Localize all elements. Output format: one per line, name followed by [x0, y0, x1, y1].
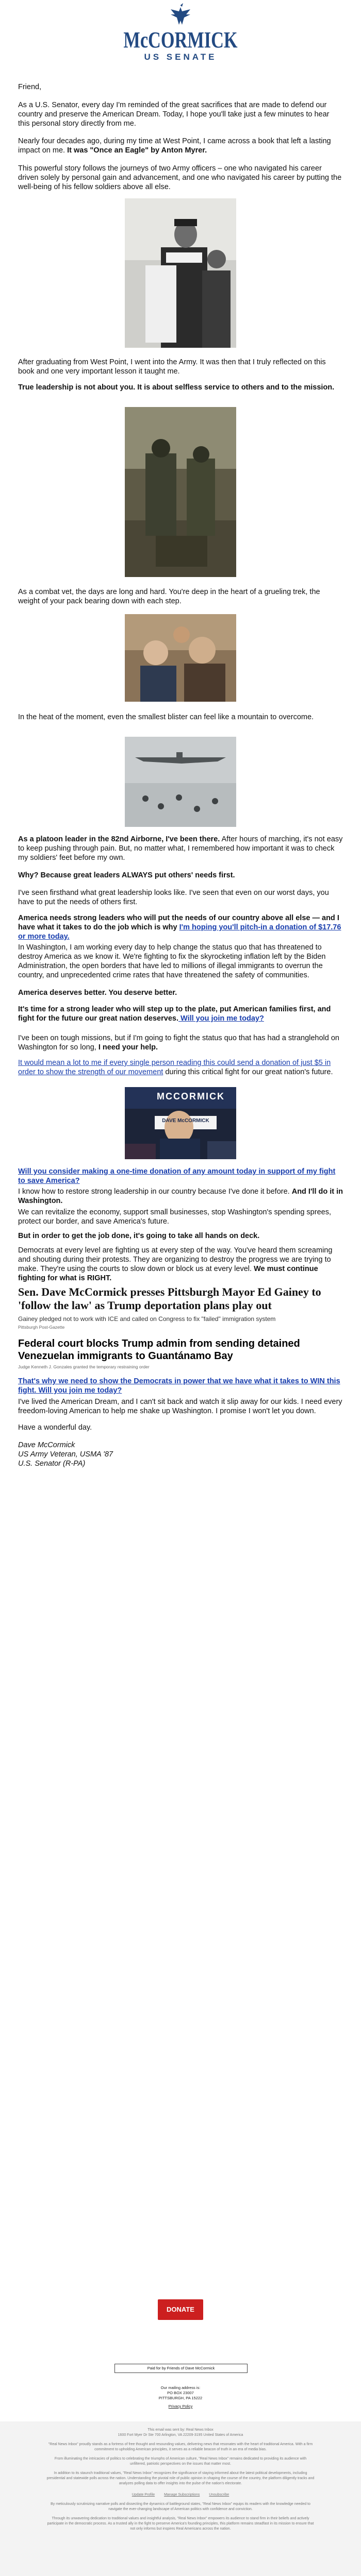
crowd-photo — [125, 614, 236, 702]
paragraph-19: We can revitalize the economy, support small businesses, stop Washington's spending sprees, protect our border, and save America's future. — [18, 1208, 331, 1226]
paragraph-8: As a platoon leader in the 82nd Airborne, I've been there. After hours of marching, it's not easy to keep pushing through pain. But, no matter what, I remembered how important it was to check my soldiers' feet before my own. — [18, 835, 343, 862]
paragraph-17 — [18, 1167, 343, 1185]
update-profile-link[interactable]: Update Profile — [132, 2493, 155, 2497]
paragraph-24: Have a wonderful day. — [18, 1423, 92, 1432]
greeting: Friend, — [18, 83, 42, 91]
news-headline-2[interactable]: Federal court blocks Trump admin from sending detained Venezuelan immigrants to Guantánamo Bay — [18, 1338, 300, 1362]
news-meta-2: Judge Kenneth J. Gonzales granted the temporary restraining order — [18, 1364, 150, 1369]
donate-button[interactable]: DONATE — [158, 2299, 203, 2320]
donate-5-link[interactable]: It would mean a lot to me if every single person reading this could send a donation of just $5 in order to show the strength of our movement — [18, 1059, 331, 1076]
eagle-logo-icon — [168, 2, 193, 27]
paragraph-4: After graduating from West Point, I went into the Army. It was then that I truly reflected on this book and one very important lesson it taught me. — [18, 358, 326, 376]
donate-1776-link[interactable]: I'm hoping you'll pitch-in a donation of $17.76 or more today. — [18, 923, 341, 941]
paragraph-7: In the heat of the moment, even the smallest blister can feel like a mountain to overcome. — [18, 713, 314, 721]
paragraph-1: As a U.S. Senator, every day I'm reminded of the great sacrifices that are made to defend our country and preserve the American Dream. Today, I hope you'll take just a few minutes to hear this personal story directly from me. — [18, 101, 330, 128]
footer-text: This email was sent by: Real News Inbox 1600 Fort Myer Dr Ste 700 Arlington, VA 22209-3195 United States of America "Real News Inbox" proudly stands as a fortress of free thought and resounding values, delivering news that resonates with the heart of traditional America. With a firm commitment to upholding American principles, it serves as a reliable beacon of truth in an era of media bias. From illuminating the intricacies of politics to celebrating the triumphs of American culture, "Real News Inbox" remains dedicated to providing its audience with unfiltered, patriotic perspectives on the issues that matter most. In addition to its staunch traditional values, "Real News Inbox" recognizes the significance of staying informed about the latest political developments, including presidential and statewide polls across the nation. Understanding the pivotal role of public opinion in shaping the course of the country, the platform diligently tracks and analyzes polling data to offer insights into the pulse of the nation's electorate. Update Profile Manage Subscriptions Unsubscribe By meticulously scrutinizing narrative polls and dissecting the dynamics of battleground states, "Real News Inbox" equips its readers with the knowledge needed to navigate the ever-changing landscape of American politics with confidence and conviction. Through its unwavering dedication to traditional values and insightful analysis, "Real News Inbox" empowers its audience to stand firm in their beliefs and actively participate in the democratic process. As a trusted ally in the fight to preserve America's founding principles, this platform remains steadfast in its mission to ensure that not only informs but inspires Real Americans across the nation. — [46, 2428, 315, 2531]
paragraph-3: This powerful story follows the journeys of two Army officers – one who navigated his career driven solely by personal gain and advancement, and one who navigated his career by putting the well-being of his fellow soldiers above all else. — [18, 164, 342, 191]
paragraph-22 — [18, 1377, 343, 1395]
paid-for-box: Paid for by Friends of Dave McCormick — [114, 2364, 248, 2373]
paragraph-2: Nearly four decades ago, during my time at West Point, I came across a book that left a lasting impact on me. It was "Once an Eagle" by Anton Myrer. — [18, 137, 331, 155]
paragraph-18: I know how to restore strong leadership in our country because I've done it before. And I'll do it in Washington. — [18, 1188, 343, 1205]
news-card-2[interactable] — [18, 1337, 343, 1369]
paragraph-5: True leadership is not about you. It is about selfless service to others and to the mission. — [18, 383, 335, 392]
one-time-donation-link[interactable]: Will you consider making a one-time donation of any amount today in support of my fight to save America? — [18, 1167, 336, 1185]
paragraph-10: I've seen firsthand what great leadership looks like. I've seen that even on our worst days, you have to put the needs of others first. — [18, 889, 329, 906]
manage-subscriptions-link[interactable]: Manage Subscriptions — [164, 2493, 200, 2497]
footer-links — [46, 2493, 315, 2498]
rally-banner-text: MCCORMICK — [157, 1091, 225, 1101]
soldiers-photo — [125, 407, 236, 577]
paragraph-16: It would mean a lot to me if every single person reading this could send a donation of just $5 in order to show the strength of our movement during this critical fight for our great nation's future. — [18, 1059, 333, 1076]
signature: Dave McCormick US Army Veteran, USMA '87 U.S. Senator (R-PA) — [18, 1441, 113, 1468]
paragraph-21: Democrats at every level are fighting us at every step of the way. You've heard them screaming and shouting during their protests. They are organizing to destroy the progress we are trying to make. They're using the courts to slow down or block us at every level. We must continue fighting for what is RIGHT. — [18, 1246, 333, 1282]
brand-name: McCORMICK — [123, 27, 238, 53]
paragraph-14: It's time for a strong leader who will step up to the plate, put American families first, and fight for the future our great nation deserves. Will you join me today? — [18, 1005, 331, 1023]
paragraph-23: I've lived the American Dream, and I can't sit back and watch it slip away for our kids. I need every freedom-loving American to help me shake up Washington. I promise I won't let you down. — [18, 1398, 342, 1415]
privacy-policy-link[interactable]: Privacy Policy — [168, 2404, 193, 2409]
paragraph-11: America needs strong leaders who will put the needs of our country above all else — and I have what it takes to do the job which is why I'm hoping you'll pitch-in a donation of $17.76 or more today. — [18, 914, 341, 941]
rally-photo — [125, 1087, 236, 1159]
paragraph-9: Why? Because great leaders ALWAYS put others' needs first. — [18, 871, 235, 879]
news-meta-1: Pittsburgh Post-Gazette — [18, 1325, 65, 1330]
news-card-1[interactable] — [18, 1285, 343, 1330]
paragraph-6: As a combat vet, the days are long and hard. You're deep in the heart of a grueling trek, the weight of your pack bearing down with each step. — [18, 588, 320, 605]
paragraph-12: In Washington, I am working every day to help change the status quo that has threatened to destroy America as we know it. We're fighting to fix the skyrocketing inflation left by the Biden Administration, the open borders that have led to millions of illegal immigrants to overrun the country, and unprecedented crime rates that have threatened the safety of communities. — [18, 943, 326, 979]
rally-sign-text: DAVE McCORMICK — [162, 1118, 209, 1124]
news-headline-1[interactable]: Sen. Dave McCormick presses Pittsburgh Mayor Ed Gainey to 'follow the law' as Trump deportation plans play out — [18, 1285, 321, 1312]
paragraph-15: I've been on tough missions, but if I'm going to fight the status quo that has had a stranglehold on Washington for so long, I need your help. — [18, 1034, 339, 1052]
paragraph-13: America deserves better. You deserve better. — [18, 989, 177, 997]
airborne-photo — [125, 737, 236, 827]
news-sub-1: Gainey pledged not to work with ICE and called on Congress to fix "failed" immigration system — [18, 1315, 276, 1323]
brand-subtitle: US SENATE — [144, 52, 217, 62]
democrats-join-link[interactable]: That's why we need to show the Democrats in power that we have what it takes to WIN this fight. Will you join me today? — [18, 1377, 340, 1395]
mailing-address: Our mailing address is: PO BOX 23007 PITTSBURGH, PA 15222 Privacy Policy — [0, 2385, 361, 2409]
graduation-photo — [125, 198, 236, 348]
join-me-link[interactable]: Will you join me today? — [178, 1014, 264, 1023]
paragraph-20: But in order to get the job done, it's going to take all hands on deck. — [18, 1232, 260, 1240]
unsubscribe-link[interactable]: Unsubscribe — [209, 2493, 229, 2497]
